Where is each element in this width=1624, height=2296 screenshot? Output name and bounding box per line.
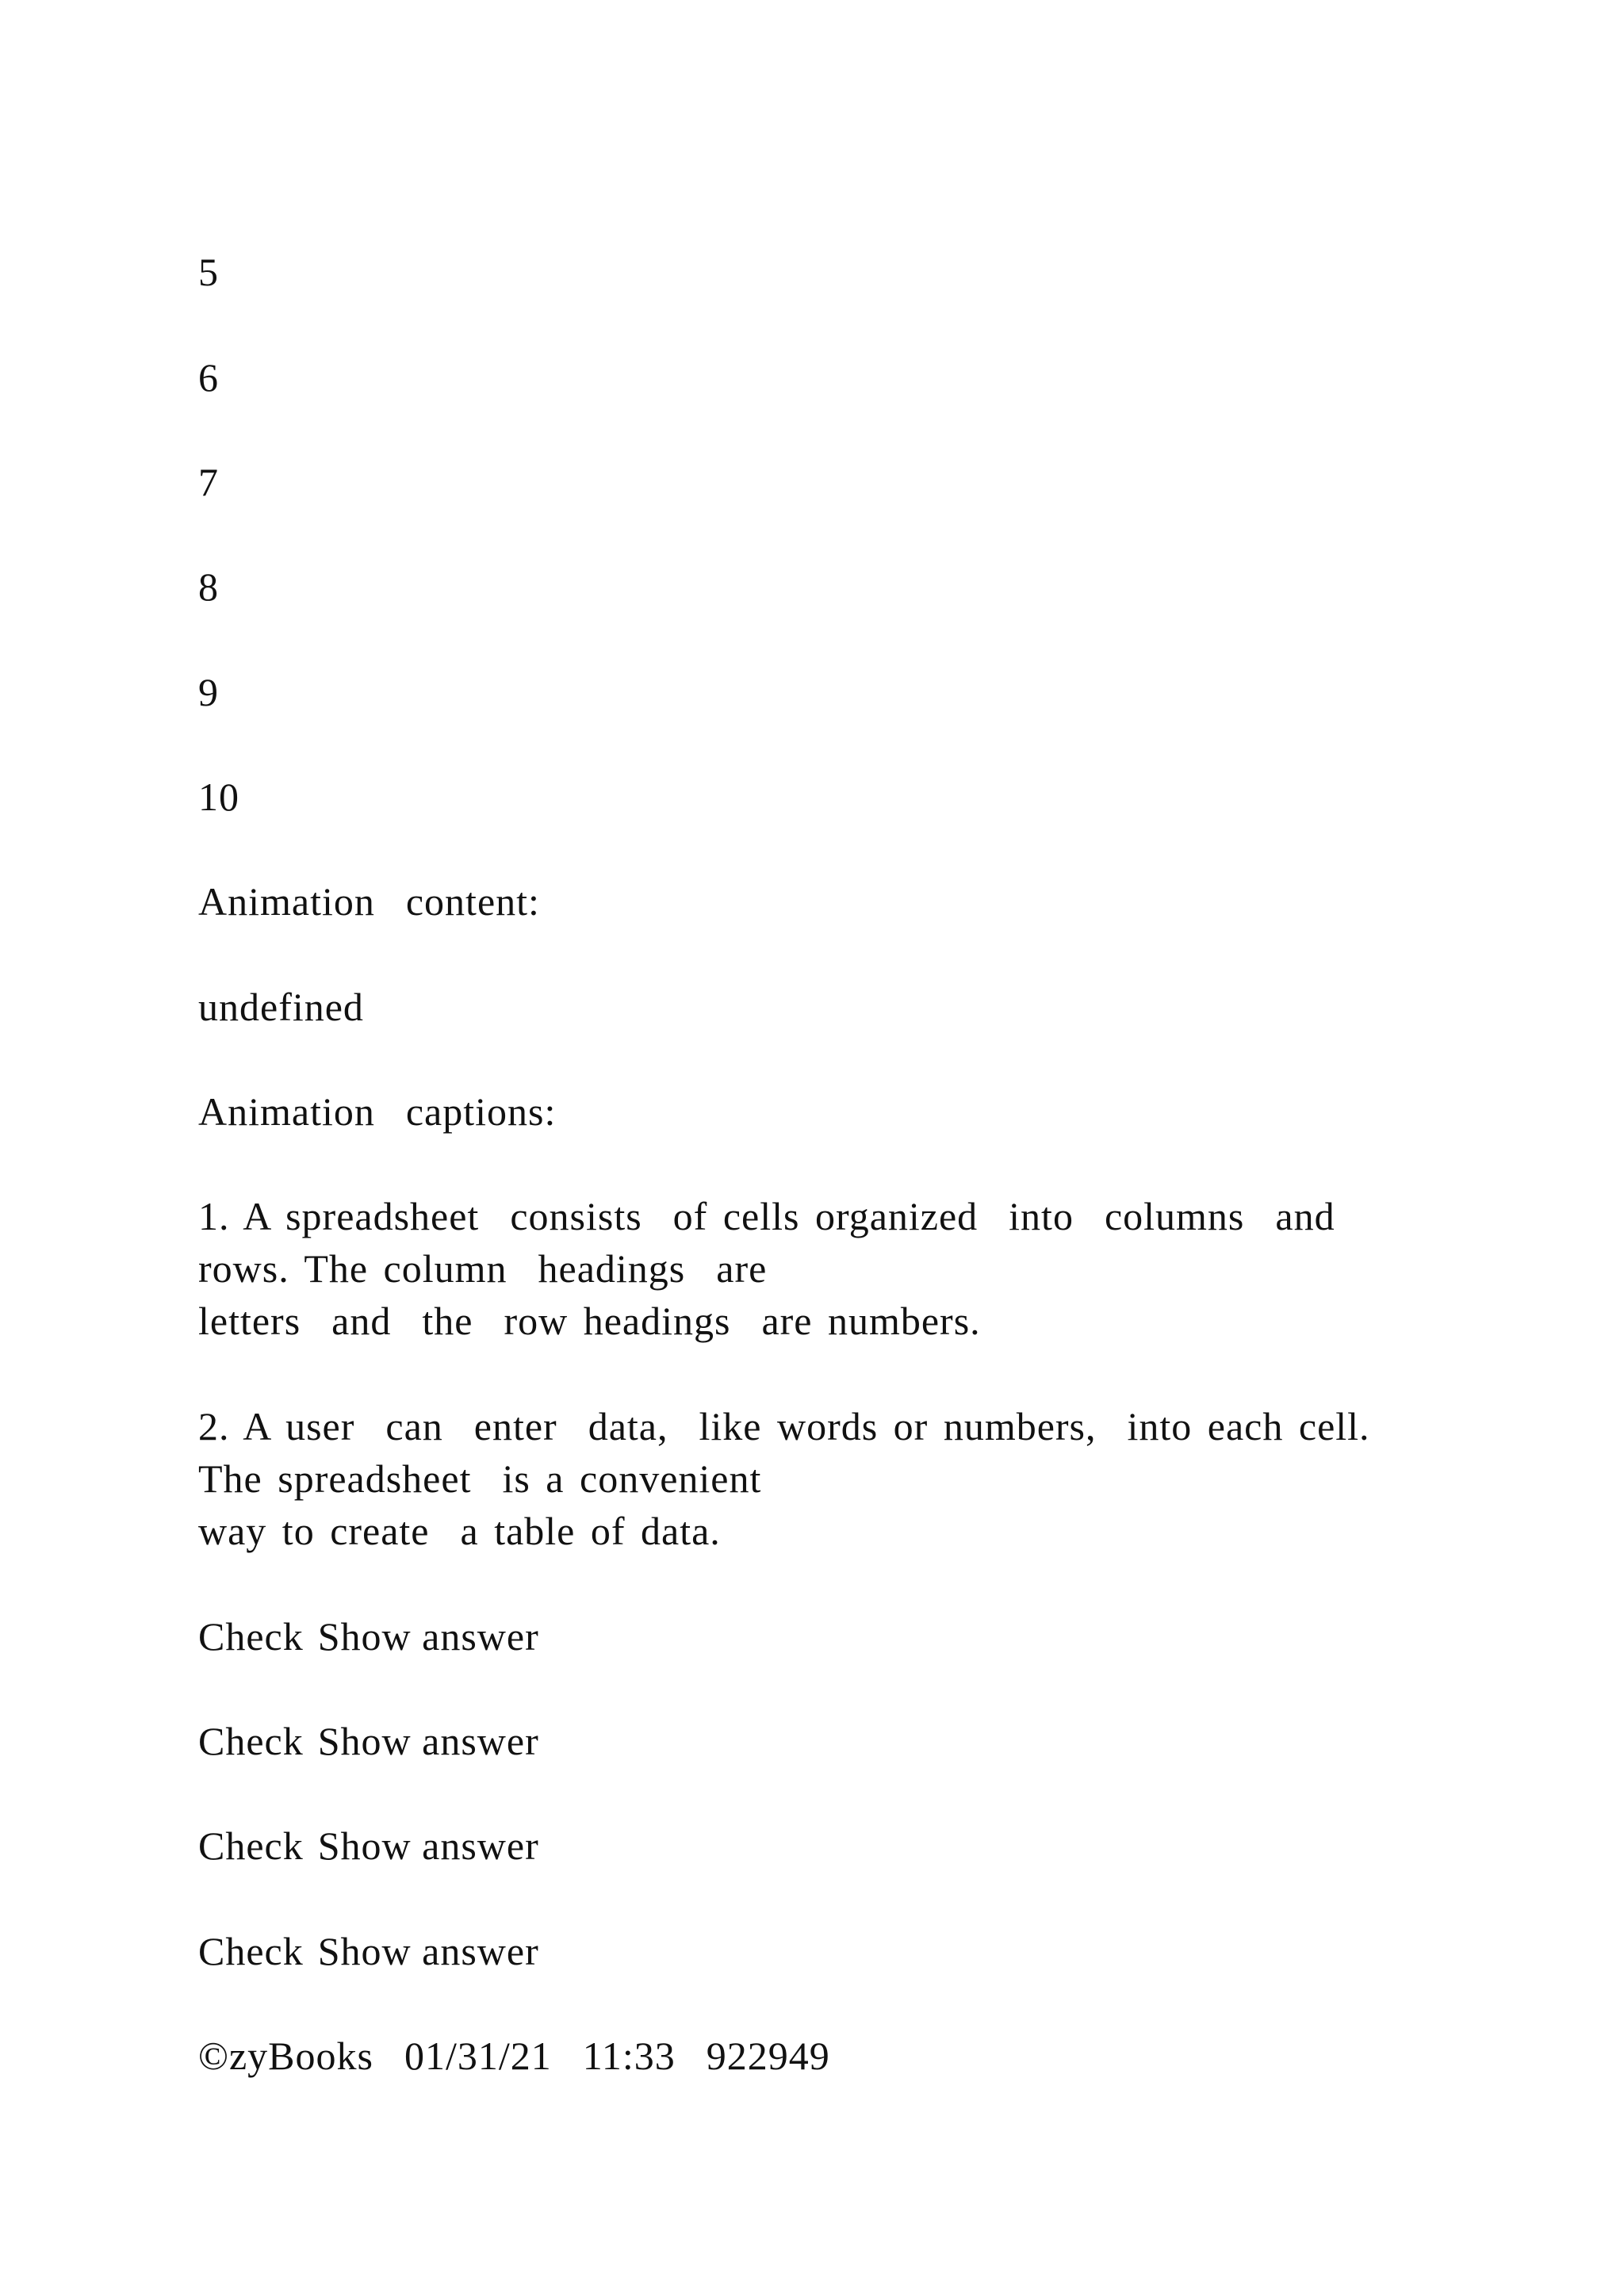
animation-captions-label: Animation captions: — [198, 1089, 557, 1134]
line-number-5: 5 — [198, 250, 219, 294]
line-number-9: 9 — [198, 670, 219, 714]
show-answer-button[interactable]: Show answer — [317, 1823, 539, 1868]
caption-2 — [198, 1400, 1546, 1557]
show-answer-button[interactable]: Show answer — [317, 1614, 539, 1659]
check-button[interactable]: Check — [198, 1823, 304, 1868]
check-button[interactable]: Check — [198, 1614, 304, 1659]
show-answer-button[interactable]: Show answer — [317, 1929, 539, 1973]
line-number-6: 6 — [198, 355, 219, 400]
check-button[interactable]: Check — [198, 1719, 304, 1763]
line-number-7: 7 — [198, 460, 219, 504]
check-button[interactable]: Check — [198, 1929, 304, 1973]
animation-content-label: Animation content: — [198, 879, 540, 924]
caption-1-line-2: rows. The column headings are — [198, 1246, 768, 1291]
caption-2-line-1: 2. A user can enter data, like words or numbers, into each cell. — [198, 1404, 1370, 1448]
show-answer-button[interactable]: Show answer — [317, 1719, 539, 1763]
caption-1 — [198, 1190, 1546, 1347]
line-number-8: 8 — [198, 564, 219, 609]
animation-content-value: undefined — [198, 985, 364, 1029]
footer-copyright: ©zyBooks 01/31/21 11:33 922949 — [198, 2034, 830, 2078]
caption-2-line-2: The spreadsheet is a convenient — [198, 1456, 762, 1501]
question-row-4 — [198, 1925, 539, 1977]
question-row-1 — [198, 1610, 539, 1663]
question-row-3 — [198, 1820, 539, 1872]
line-number-10: 10 — [198, 775, 239, 819]
caption-1-line-1: 1. A spreadsheet consists of cells organized into columns and — [198, 1194, 1335, 1238]
question-row-2 — [198, 1715, 539, 1767]
caption-1-line-3: letters and the row headings are numbers. — [198, 1299, 981, 1343]
caption-2-line-3: way to create a table of data. — [198, 1509, 721, 1553]
